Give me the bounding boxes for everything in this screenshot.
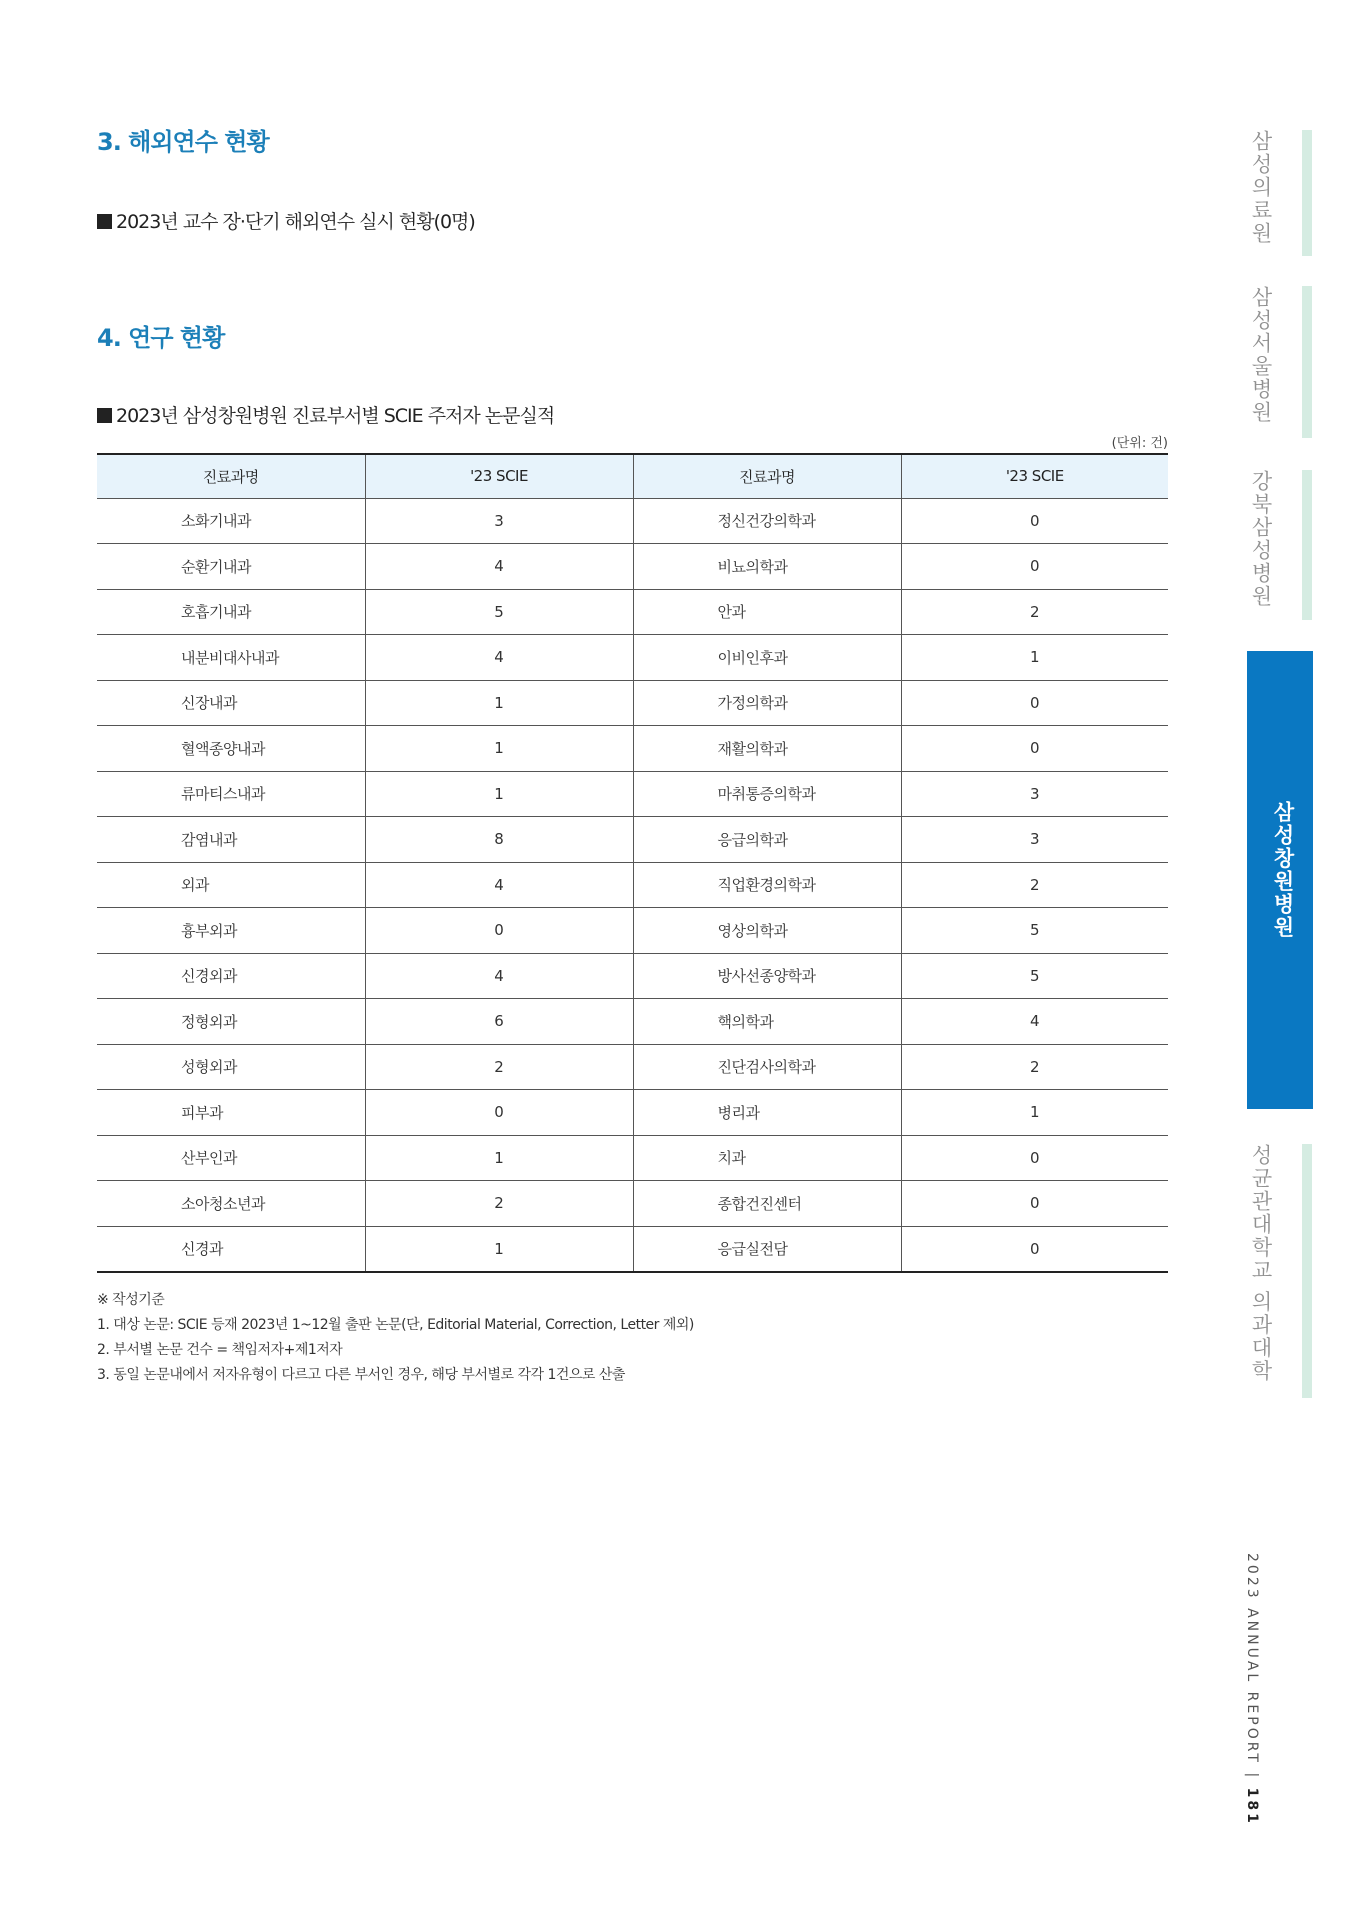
scie-count-cell: 1 [901,1090,1168,1136]
dept-name-cell: 이비인후과 [633,635,901,681]
section-3-title: 3. 해외연수 현황 [97,128,269,156]
page-number: 181 [1244,1787,1260,1826]
sidebar-active-label: 삼성창원병원 [1271,801,1295,939]
scie-count-cell: 0 [365,1090,633,1136]
section-3-subtitle-text: 2023년 교수 장·단기 해외연수 실시 현황(0명) [116,211,475,233]
dept-name-cell: 정신건강의학과 [633,498,901,544]
table-row [97,726,1168,772]
dept-name-cell: 치과 [633,1135,901,1181]
dept-name-cell: 흉부외과 [97,908,365,954]
scie-count-cell: 1 [365,1226,633,1272]
dept-name-cell: 성형외과 [97,1044,365,1090]
scie-count-cell: 0 [901,544,1168,590]
table-row [97,680,1168,726]
dept-name-cell: 신경외과 [97,953,365,999]
scie-count-cell: 4 [365,862,633,908]
scie-count-cell: 6 [365,999,633,1045]
table-row [97,589,1168,635]
dept-name-cell: 종합건진센터 [633,1181,901,1227]
page-footer [1244,1553,1260,1826]
note-item: 3. 동일 논문내에서 저자유형이 다르고 다른 부서인 경우, 해당 부서별로 각각 1건으로 산출 [97,1367,625,1383]
dept-name-cell: 영상의학과 [633,908,901,954]
header-scie-a: '23 SCIE [365,454,633,498]
dept-name-cell: 류마티스내과 [97,771,365,817]
scie-count-cell: 2 [365,1044,633,1090]
dept-name-cell: 응급의학과 [633,817,901,863]
scie-count-cell: 2 [901,589,1168,635]
scie-count-cell: 2 [901,862,1168,908]
scie-count-cell: 3 [365,498,633,544]
table-row [97,635,1168,681]
dept-name-cell: 신장내과 [97,680,365,726]
table-row [97,498,1168,544]
dept-name-cell: 순환기내과 [97,544,365,590]
notes-block [97,1288,694,1388]
scie-count-cell: 0 [901,1226,1168,1272]
dept-name-cell: 소아청소년과 [97,1181,365,1227]
dept-name-cell: 호흡기내과 [97,589,365,635]
dept-name-cell: 직업환경의학과 [633,862,901,908]
section-3-subtitle [97,207,475,234]
dept-name-cell: 외과 [97,862,365,908]
scie-count-cell: 4 [365,635,633,681]
scie-count-cell: 5 [901,908,1168,954]
scie-count-cell: 0 [901,726,1168,772]
table-row [97,544,1168,590]
scie-count-cell: 0 [901,1135,1168,1181]
dept-name-cell: 산부인과 [97,1135,365,1181]
scie-count-cell: 1 [365,726,633,772]
table-row [97,817,1168,863]
dept-name-cell: 소화기내과 [97,498,365,544]
footer-separator: | [1244,1772,1260,1781]
sidebar-item-kangbuk-samsung-hospital[interactable]: 강북삼성병원 [1249,470,1273,608]
dept-name-cell: 신경과 [97,1226,365,1272]
table-row [97,771,1168,817]
scie-performance-table [97,453,1168,1273]
dept-name-cell: 피부과 [97,1090,365,1136]
scie-count-cell: 4 [365,953,633,999]
dept-name-cell: 방사선종양학과 [633,953,901,999]
section-4-title: 4. 연구 현황 [97,324,225,352]
dept-name-cell: 혈액종양내과 [97,726,365,772]
dept-name-cell: 마취통증의학과 [633,771,901,817]
sidebar-bar [1302,130,1312,256]
sidebar-item-skku-medicine[interactable]: 성균관대학교 의과대학 [1249,1144,1273,1383]
dept-name-cell: 응급실전담 [633,1226,901,1272]
section-4-subtitle [97,401,554,428]
dept-name-cell: 진단검사의학과 [633,1044,901,1090]
header-dept-a: 진료과명 [97,454,365,498]
header-scie-b: '23 SCIE [901,454,1168,498]
scie-count-cell: 4 [901,999,1168,1045]
table-row [97,953,1168,999]
scie-count-cell: 1 [901,635,1168,681]
scie-count-cell: 1 [365,771,633,817]
scie-count-cell: 1 [365,680,633,726]
scie-count-cell: 4 [365,544,633,590]
table-row [97,908,1168,954]
square-bullet-icon [97,408,112,423]
table-row [97,1135,1168,1181]
dept-name-cell: 재활의학과 [633,726,901,772]
table-row [97,1044,1168,1090]
scie-count-cell: 0 [901,1181,1168,1227]
notes-heading: ※ 작성기준 [97,1292,165,1308]
scie-count-cell: 2 [365,1181,633,1227]
table-row [97,1181,1168,1227]
note-item: 1. 대상 논문: SCIE 등재 2023년 1~12월 출판 논문(단, Editorial Material, Correction, Letter 제외) [97,1317,694,1333]
sidebar-item-samsung-seoul-hospital[interactable]: 삼성서울병원 [1249,286,1273,424]
note-item: 2. 부서별 논문 건수 = 책임저자+제1저자 [97,1342,343,1358]
dept-name-cell: 감염내과 [97,817,365,863]
header-dept-b: 진료과명 [633,454,901,498]
dept-name-cell: 핵의학과 [633,999,901,1045]
sidebar-bar [1302,1144,1312,1398]
table-unit-label: (단위: 건) [1111,436,1168,451]
dept-name-cell: 비뇨의학과 [633,544,901,590]
sidebar-item-samsung-medical-center[interactable]: 삼성의료원 [1249,130,1273,245]
sidebar-item-samsung-changwon-hospital[interactable] [1247,651,1313,1109]
dept-name-cell: 내분비대사내과 [97,635,365,681]
scie-count-cell: 2 [901,1044,1168,1090]
dept-name-cell: 정형외과 [97,999,365,1045]
scie-count-cell: 5 [365,589,633,635]
scie-count-cell: 3 [901,817,1168,863]
report-title: 2023 ANNUAL REPORT [1244,1553,1260,1765]
scie-count-cell: 5 [901,953,1168,999]
scie-count-cell: 8 [365,817,633,863]
square-bullet-icon [97,214,112,229]
table-header-row [97,454,1168,498]
scie-count-cell: 0 [901,498,1168,544]
sidebar-bar [1302,286,1312,438]
sidebar-bar [1302,470,1312,620]
table-row [97,999,1168,1045]
section-4-subtitle-text: 2023년 삼성창원병원 진료부서별 SCIE 주저자 논문실적 [116,405,555,427]
dept-name-cell: 병리과 [633,1090,901,1136]
scie-count-cell: 0 [901,680,1168,726]
table-row [97,1090,1168,1136]
table-body [97,498,1168,1272]
table-row [97,862,1168,908]
scie-count-cell: 0 [365,908,633,954]
scie-count-cell: 1 [365,1135,633,1181]
scie-count-cell: 3 [901,771,1168,817]
dept-name-cell: 가정의학과 [633,680,901,726]
table-row [97,1226,1168,1272]
dept-name-cell: 안과 [633,589,901,635]
